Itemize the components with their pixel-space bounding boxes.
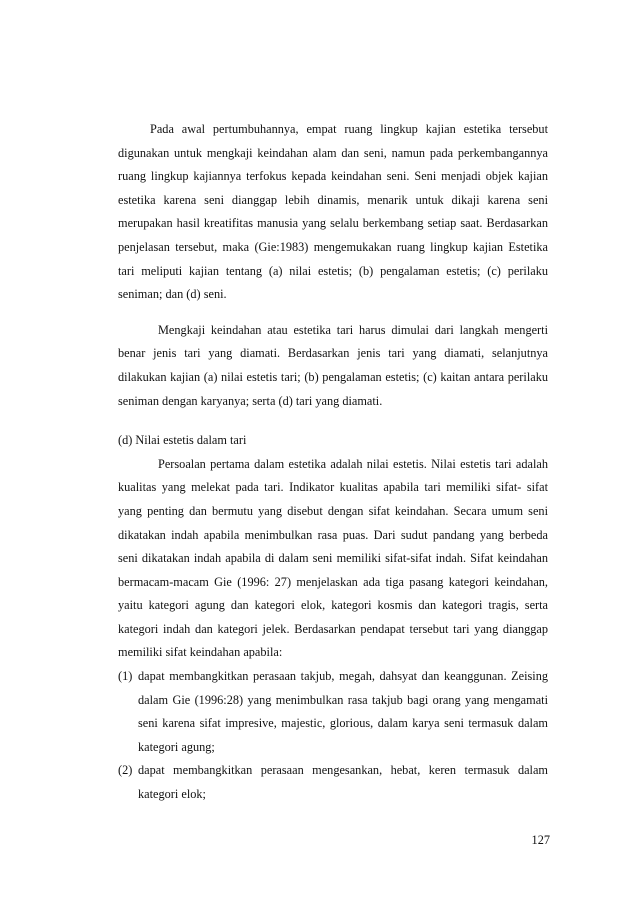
list-item-number: (2): [118, 763, 133, 778]
list-item-number: (1): [118, 669, 133, 684]
list-item: [118, 759, 548, 806]
paragraph-scope-of-aesthetics: Pada awal pertumbuhannya, empat ruang lingkup kajian estetika tersebut digunakan untuk mengkaji keindahan alam dan seni, namun pada perkembangannya ruang lingkup kajiannya terfokus kepada keindahan seni. Seni menjadi objek kajian estetika karena seni dianggap lebih dinamis, menarik untuk dikaji karena seni merupakan hasil kreatifitas manusia yang selalu berkembang setiap saat. Berdasarkan penjelasan tersebut, maka (Gie:1983) mengemukakan ruang lingkup kajian Estetika tari meliputi kajian tentang (a) nilai estetis; (b) pengalaman estetis; (c) perilaku seniman; dan (d) seni.: [118, 122, 548, 302]
page-number: 127: [531, 833, 550, 847]
paragraph-dance-aesthetics-study: Mengkaji keindahan atau estetika tari harus dimulai dari langkah mengerti benar jenis tari yang diamati. Berdasarkan jenis tari yang diamati, selanjutnya dilakukan kajian (a) nilai estetis tari; (b) pengalaman estetis; (c) kaitan antara perilaku seniman dengan karyanya; serta (d) tari yang diamati.: [118, 322, 548, 408]
paragraph-aesthetic-value: Persoalan pertama dalam estetika adalah nilai estetis. Nilai estetis tari adalah kualitas yang melekat pada tari. Indikator kualitas apabila tari memiliki sifat- sifat yang penting dan bermutu yang disebut dengan sifat keindahan. Secara umum seni dikatakan indah apabila menimbulkan rasa puas. Dari sudut pandang yang berbeda seni dikatakan indah apabila di dalam seni memiliki sifat-sifat indah. Sifat keindahan bermacam-macam Gie (1996: 27) menjelaskan ada tiga pasang kategori keindahan, yaitu kategori agung dan kategori elok, kategori kosmis dan kategori tragis, serta kategori indah dan kategori jelek. Berdasarkan pendapat tersebut tari yang dianggap memiliki sifat keindahan apabila:: [118, 456, 548, 660]
list-item-text: dapat membangkitkan perasaan takjub, megah, dahsyat dan keanggunan. Zeising dalam Gie (1996:28) yang menimbulkan rasa takjub bagi orang yang mengamati seni karena sifat impresive, majestic, glorious, dalam karya seni termasuk dalam kategori agung;: [138, 669, 548, 754]
section-heading: (d) Nilai estetis dalam tari: [118, 433, 247, 448]
page-content: [118, 118, 548, 807]
beauty-criteria-list: [118, 665, 548, 807]
list-item: [118, 665, 548, 759]
list-item-text: dapat membangkitkan perasaan mengesankan, hebat, keren termasuk dalam kategori elok;: [138, 763, 548, 802]
